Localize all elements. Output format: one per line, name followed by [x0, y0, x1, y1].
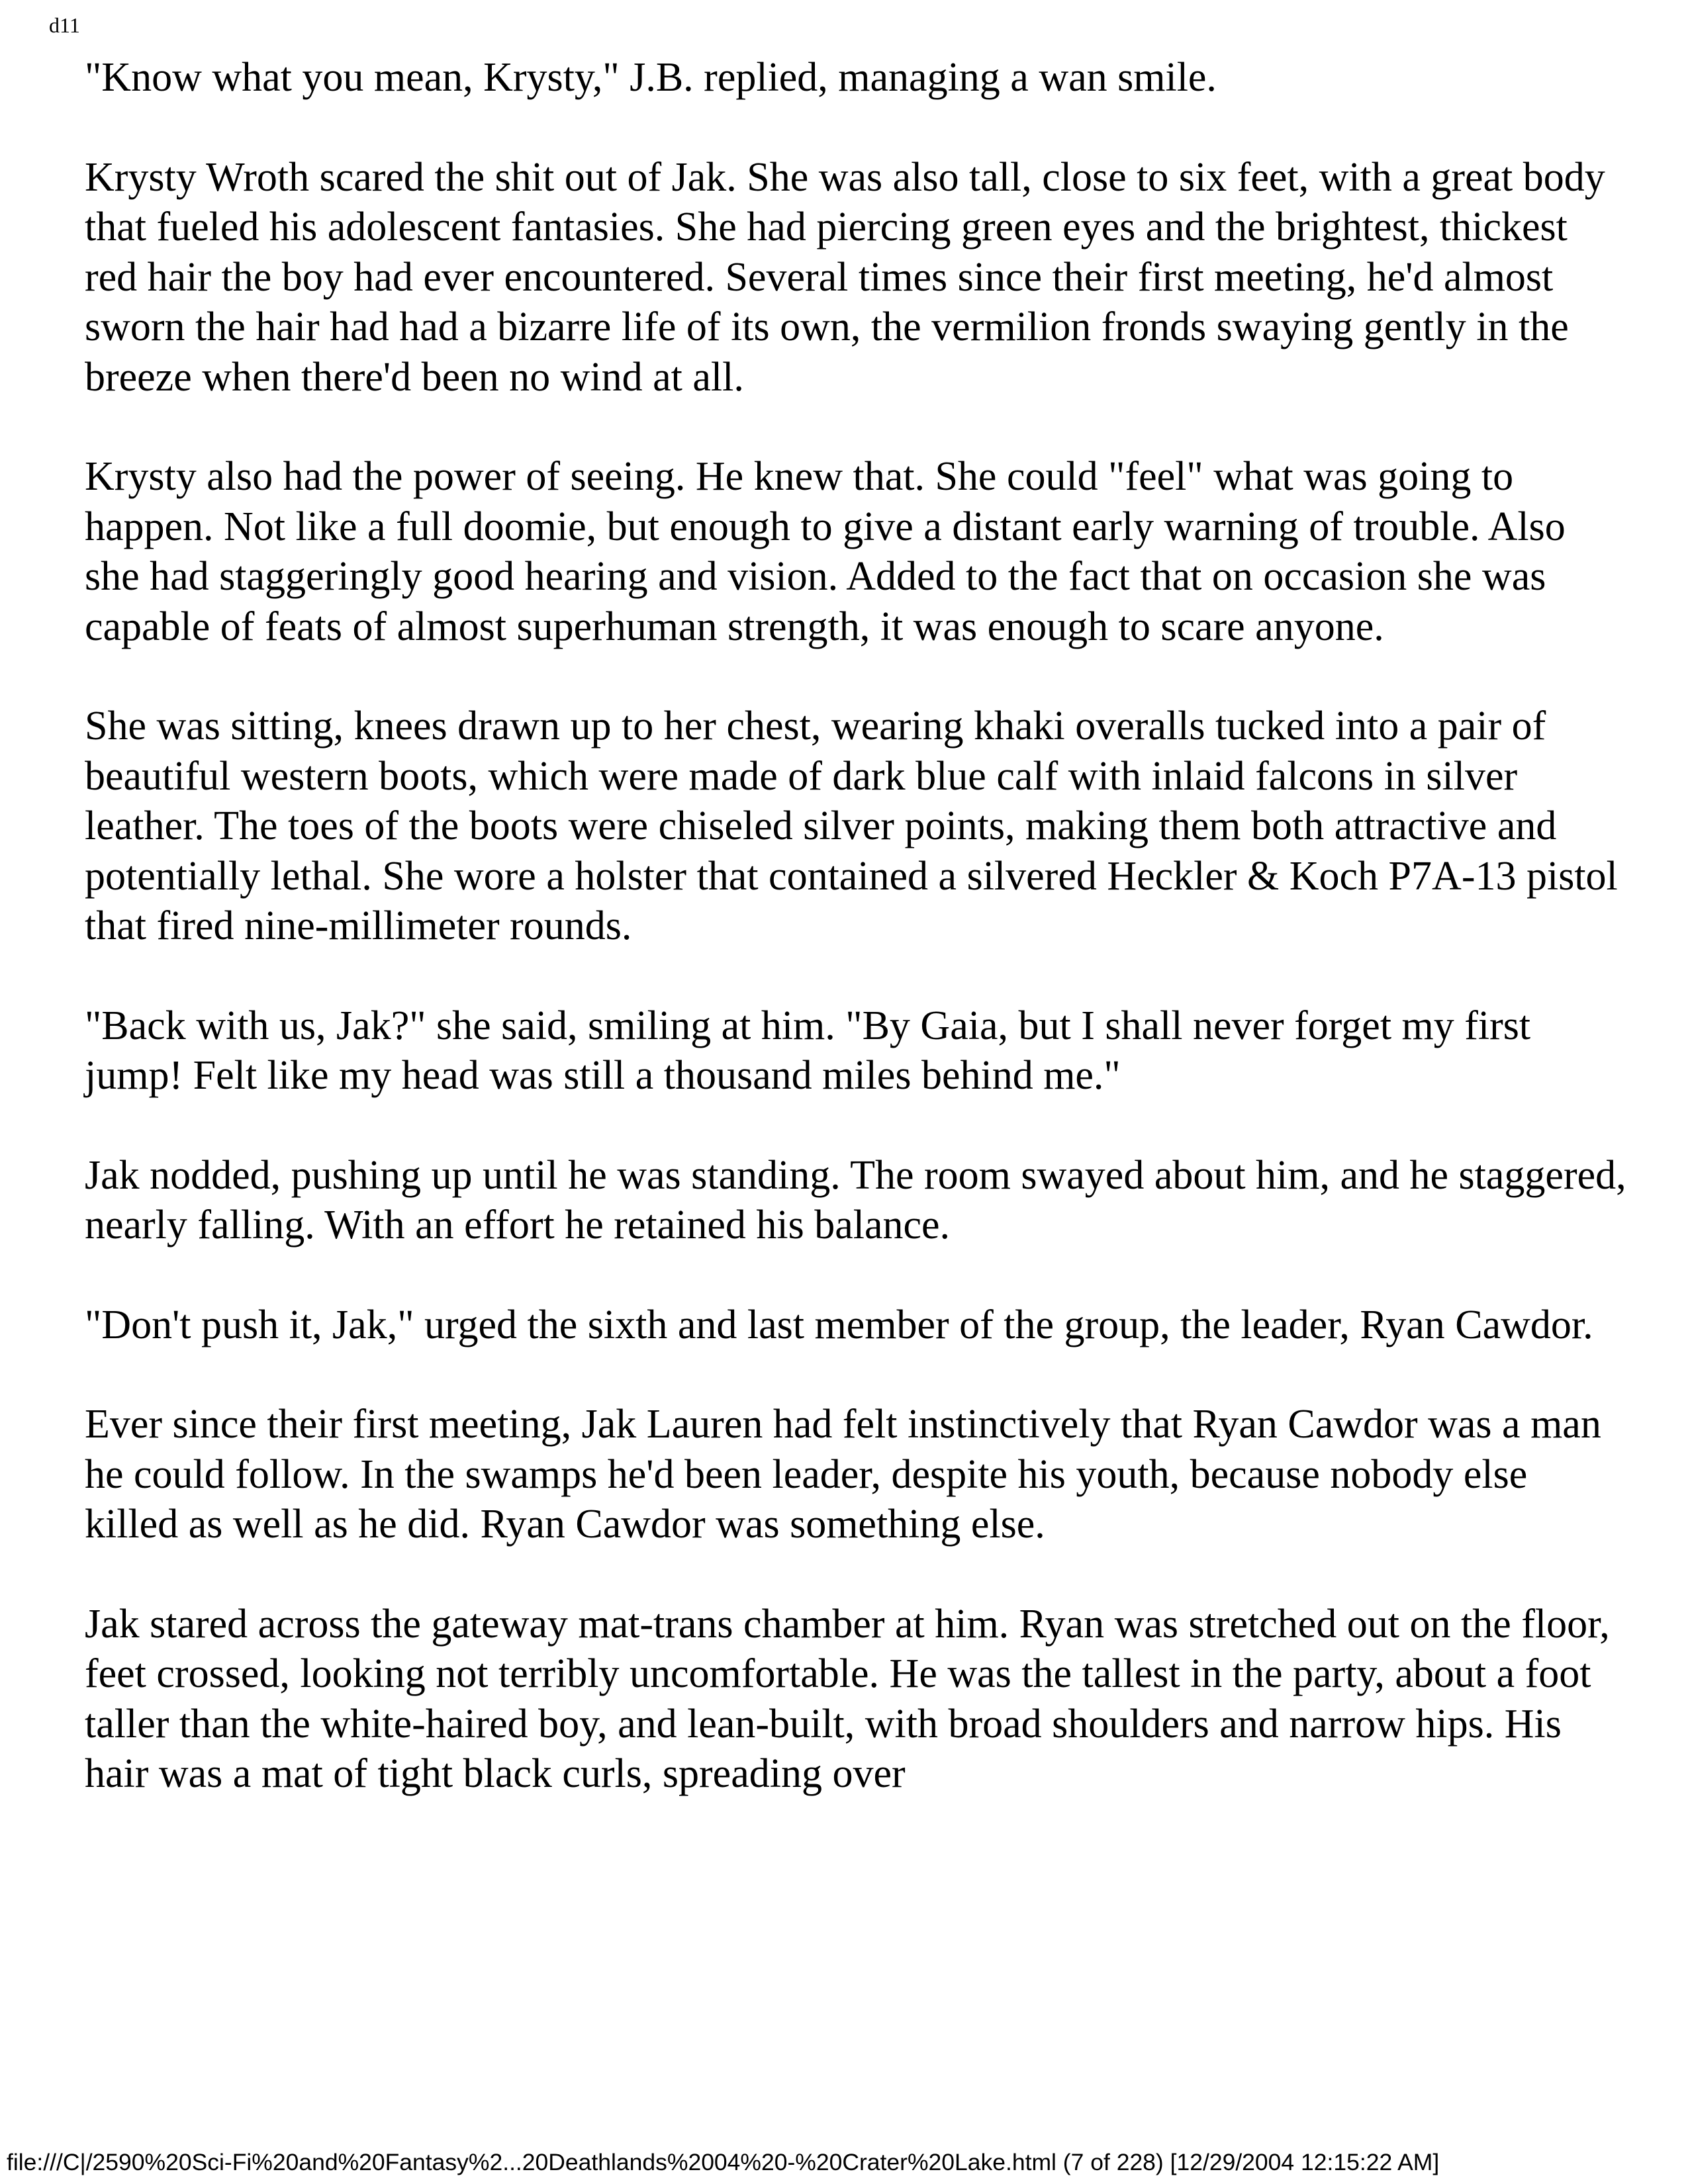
paragraph: "Know what you mean, Krysty," J.B. replied, managing a wan smile. [85, 55, 1217, 100]
document-body [85, 53, 1627, 1849]
paragraph: She was sitting, knees drawn up to her chest, wearing khaki overalls tucked into a pair of beautiful western boots, which were made of dark blue calf with inlaid falcons in silver leather. The toes of the boots were chiseled silver points, making them both attractive and potentially lethal. She wore a holster that contained a silvered Heckler & Koch P7A-13 pistol that fired nine-millimeter rounds. [85, 704, 1618, 948]
print-footer-url: file:///C|/2590%20Sci-Fi%20and%20Fantasy%2...20Deathlands%2004%20-%20Crater%20Lake.html (7 of 228) [12/29/2004 12:15:22 AM] [7, 2149, 1440, 2175]
paragraph: "Don't push it, Jak," urged the sixth and last member of the group, the leader, Ryan Cawdor. [85, 1302, 1593, 1347]
paragraph: Ever since their first meeting, Jak Lauren had felt instinctively that Ryan Cawdor was a man he could follow. In the swamps he'd been leader, despite his youth, because nobody else killed as well as he did. Ryan Cawdor was something else. [85, 1402, 1601, 1547]
page-header-label: d11 [49, 13, 80, 37]
paragraph: Jak stared across the gateway mat-trans chamber at him. Ryan was stretched out on the floor, feet crossed, looking not terribly uncomfortable. He was the tallest in the party, about a foot taller than the white-haired boy, and lean-built, with broad shoulders and narrow hips. His hair was a mat of tight black curls, spreading over [85, 1601, 1610, 1796]
paragraph: Jak nodded, pushing up until he was standing. The room swayed about him, and he staggered, nearly falling. With an effort he retained his balance. [85, 1152, 1626, 1248]
paragraph: Krysty also had the power of seeing. He knew that. She could "feel" what was going to happen. Not like a full doomie, but enough to give a distant early warning of trouble. Also she had staggeringly good hearing and vision. Added to the fact that on occasion she was capable of feats of almost superhuman strength, it was enough to scare anyone. [85, 454, 1566, 649]
paragraph: Krysty Wroth scared the shit out of Jak. She was also tall, close to six feet, with a great body that fueled his adolescent fantasies. She had piercing green eyes and the brightest, thickest red hair the boy had ever encountered. Several times since their first meeting, he'd almost sworn the hair had had a bizarre life of its own, the vermilion fronds swaying gently in the breeze when there'd been no wind at all. [85, 154, 1605, 400]
paragraph: "Back with us, Jak?" she said, smiling at him. "By Gaia, but I shall never forget my first jump! Felt like my head was still a thousand miles behind me." [85, 1003, 1531, 1098]
